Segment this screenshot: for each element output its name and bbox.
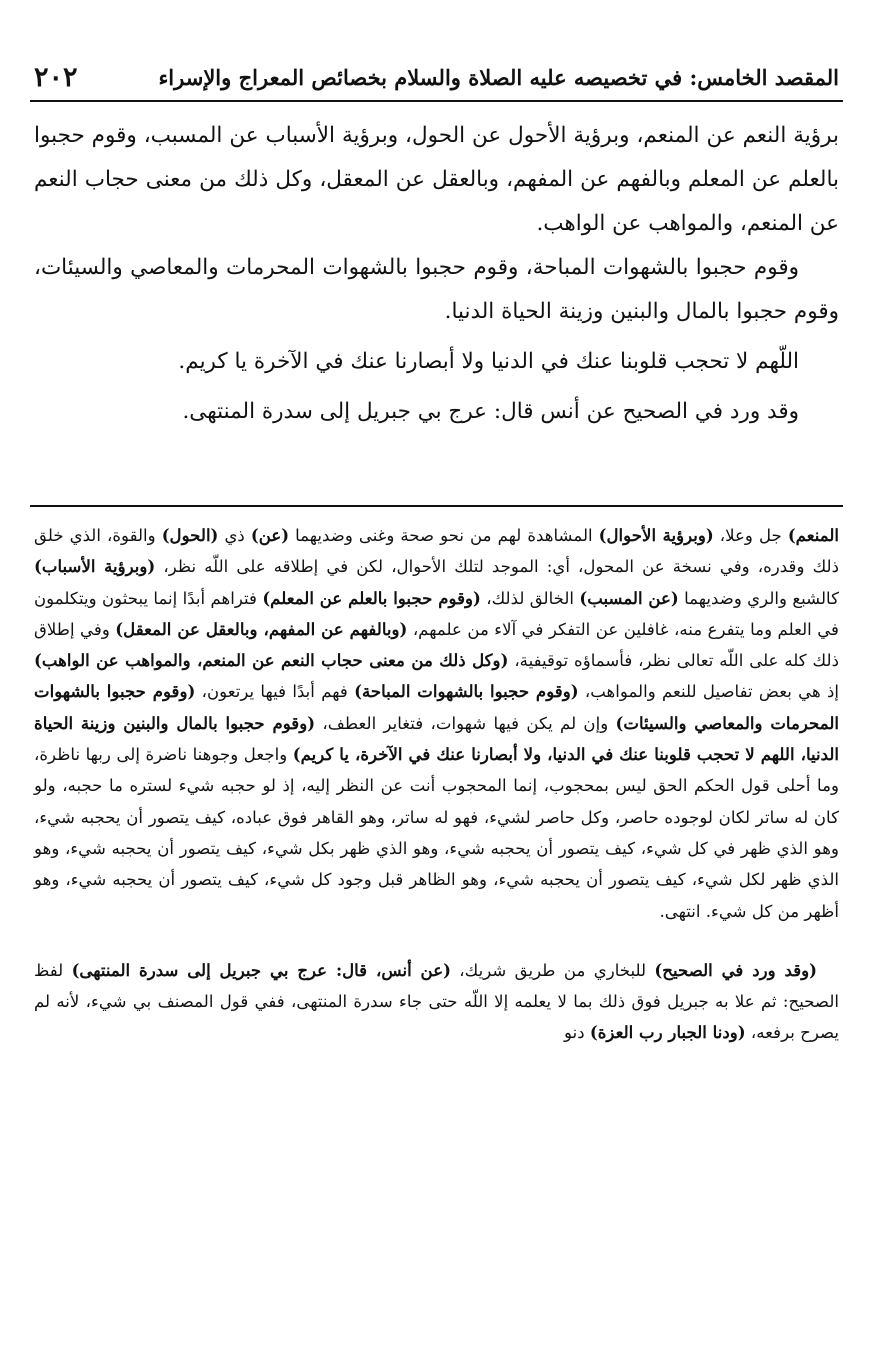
quoted-phrase: (وقوم حجبوا بالشهوات المباحة) xyxy=(354,681,579,702)
commentary-text: وفي إطلاق ذلك كله على اللّه تعالى نظر، فأسماؤه توقيفية، xyxy=(34,619,839,671)
quoted-phrase: (ودنا الجبار رب العزة) xyxy=(589,1022,746,1043)
main-paragraph-4: وقد ورد في الصحيح عن أنس قال: عرج بي جبريل إلى سدرة المنتهى. xyxy=(182,399,799,424)
quoted-phrase: (وقوم حجبوا بالمال والبنين وزينة الحياة الدنيا، اللهم لا تحجب قلوبنا عنك في الدنيا، ولا أبصارنا عنك في الآخرة، يا كريم) xyxy=(34,712,839,765)
commentary-text: والقوة، الذي خلق ذلك وقدره، وفي نسخة عن المحول، أي: الموجد لتلك الأحوال، لكن في إطلاقه على اللّه نظر، xyxy=(34,526,839,577)
main-paragraph-2: وقوم حجبوا بالشهوات المباحة، وقوم حجبوا بالشهوات المحرمات والمعاصي والسيئات، وقوم حجبوا بالمال والبنين وزينة الحياة الدنيا. xyxy=(34,255,839,324)
quoted-phrase: (الحول) xyxy=(161,525,219,545)
commentary-text: للبخاري من طريق شريك، xyxy=(450,960,655,980)
commentary-text: لفظ الصحيح: ثم علا به جبريل فوق ذلك بما لا يعلمه إلا اللّه حتى جاء سدرة المنتهى، ففي قول المصنف بي شيء، لأنه لم يصرح برفعه، xyxy=(34,960,839,1043)
header-rule xyxy=(30,100,843,102)
commentary-text: المشاهدة لهم من نحو صحة وغنى وضديهما xyxy=(289,526,599,545)
quoted-phrase: (عن) xyxy=(250,525,290,545)
commentary-text: فهم أبدًا فيها يرتعون، xyxy=(195,682,355,702)
commentary-text: كالشبع والري وضديهما xyxy=(678,588,839,608)
commentary-paragraph-2 xyxy=(34,955,839,1049)
quoted-phrase: (وقوم حجبوا بالعلم عن المعلم) xyxy=(262,587,481,608)
page-number: ٢٠٢ xyxy=(34,61,78,93)
quoted-phrase: (وقد ورد في الصحيح) xyxy=(654,959,817,980)
commentary-paragraph-1 xyxy=(34,520,839,927)
commentary xyxy=(34,520,839,1049)
page-header xyxy=(34,60,839,94)
main-text xyxy=(34,114,839,434)
quoted-phrase: (وبالفهم عن المفهم، وبالعقل عن المعقل) xyxy=(115,618,408,639)
quoted-phrase: (وبرؤية الأحوال) xyxy=(598,525,714,545)
quoted-phrase: (عن المسبب) xyxy=(579,587,679,608)
commentary-text: وإن لم يكن فيها شهوات، فتغاير العطف، xyxy=(315,713,616,733)
commentary-text: ذي xyxy=(218,526,251,545)
quoted-phrase: المنعم) xyxy=(787,525,839,545)
running-title: المقصد الخامس: في تخصيصه عليه الصلاة والسلام بخصائص المعراج والإسراء xyxy=(158,64,839,90)
commentary-text: دنو xyxy=(564,1023,590,1043)
quoted-phrase: (وكل ذلك من معنى حجاب النعم عن المنعم، والمواهب عن الواهب) xyxy=(34,650,509,671)
quoted-phrase: (وقوم حجبوا بالشهوات المحرمات والمعاصي والسيئات) xyxy=(34,681,840,733)
main-paragraph-1: برؤية النعم عن المنعم، وبرؤية الأحول عن الحول، وبرؤية الأسباب عن المسبب، وقوم حجبوا بالعلم عن المعلم وبالفهم عن المفهم، وبالعقل عن المعقل، وكل ذلك من معنى حجاب النعم عن المنعم، والمواهب عن الواهب. xyxy=(34,123,839,236)
commentary-text: جل وعلا، xyxy=(713,526,788,545)
quoted-phrase: (عن أنس، قال: عرج بي جبريل إلى سدرة المنتهى) xyxy=(71,959,451,980)
footnote-rule xyxy=(30,505,843,507)
commentary-text: واجعل وجوهنا ناضرة إلى ربها ناظرة، وما أحلى قول الحكم الحق ليس بمحجوب، إنما المحجوب أنت عن النظر إليه، إذ لو حجبه شيء لستره ما حجبه، ولو كان له ساتر لكان لوجوده حاصر، وكل حاصر لشيء، فهو له ساتر، وهو القاهر فوق عباده، كيف يتصور أن يحجبه شيء، وهو الذي ظهر في كل شيء، كيف يتصور أن يحجبه شيء، وهو الذي ظهر بكل شيء، كيف يتصور أن يحجبه شيء، وهو الذي ظهر لكل شيء، كيف يتصور أن يحجبه شيء، وهو الظاهر قبل وجود كل شيء، كيف يتصور أن يحجبه شيء، وهو أظهر من كل شيء. انتهى. xyxy=(34,745,839,921)
main-paragraph-3: اللّهم لا تحجب قلوبنا عنك في الدنيا ولا أبصارنا عنك في الآخرة يا كريم. xyxy=(178,349,799,374)
commentary-text: الخالق لذلك، xyxy=(480,588,580,608)
quoted-phrase: (وبرؤية الأسباب) xyxy=(34,556,156,577)
commentary-text: فتراهم أبدًا إنما يبحثون ويتكلمون في العلم وما يتفرع منه، غافلين عن التفكر في آلاء من علمهم، xyxy=(34,588,839,639)
commentary-text: إذ هي بعض تفاصيل للنعم والمواهب، xyxy=(578,682,839,702)
